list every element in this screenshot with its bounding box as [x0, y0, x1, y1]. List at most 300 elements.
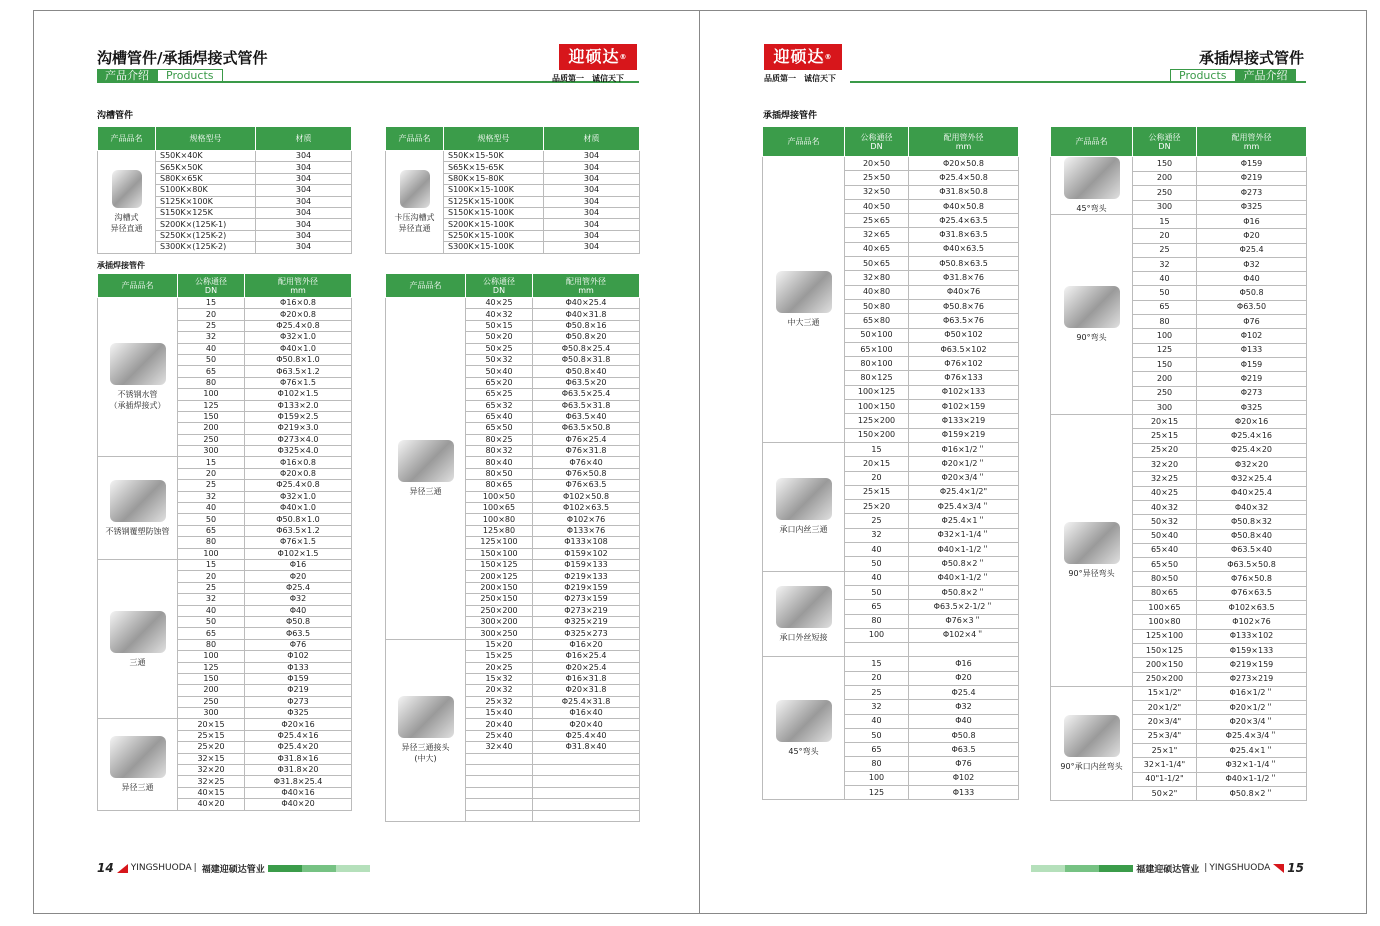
fitting-image-icon [1064, 157, 1120, 199]
fitting-image-icon [110, 343, 166, 385]
table-cell: 50×32 [1133, 515, 1197, 529]
table-cell: 25 [178, 480, 245, 491]
footer-bar [302, 865, 336, 872]
table-cell: 65×50 [1133, 558, 1197, 572]
table-cell: S300K×15-100K [444, 242, 544, 253]
column-header: 公称通径 DN [1133, 127, 1197, 157]
table-cell: 304 [256, 162, 352, 173]
table-cell: 32×20 [1133, 458, 1197, 472]
product-name: 异径三通 [121, 783, 154, 793]
table-cell: 32 [1133, 257, 1197, 271]
product-name: 异径三通接头 (中大) [401, 743, 450, 764]
table-cell: 32×15 [178, 753, 245, 764]
fitting-image-icon [776, 700, 832, 742]
table-cell: Φ16×20 [533, 639, 640, 650]
product-cell [763, 571, 845, 657]
table-cell: 50×65 [845, 257, 909, 271]
table-cell: Φ76×3＂ [909, 614, 1019, 628]
product-name: 不锈钢覆塑防蚀管 [105, 526, 170, 536]
table-cell: Φ16×40 [533, 708, 640, 719]
table-cell: Φ20 [1197, 229, 1307, 243]
table-cell: 40"1-1/2" [1133, 772, 1197, 786]
table-cell: 304 [544, 196, 640, 207]
table-cell: Φ50.8×25.4 [533, 343, 640, 354]
column-header: 材质 [544, 127, 640, 151]
table-cell: Φ325×219 [533, 616, 640, 627]
table-cell: S150K×125K [156, 207, 256, 218]
table-cell: Φ102×76 [1197, 615, 1307, 629]
table-cell: 65×32 [466, 400, 533, 411]
table-cell: 100 [845, 771, 909, 785]
table-cell: Φ63.5×40 [1197, 543, 1307, 557]
table-cell: S80K×15-80K [444, 173, 544, 184]
column-header: 产品品名 [1051, 127, 1133, 157]
table-cell: Φ63.5×50.8 [1197, 558, 1307, 572]
fitting-image-icon [1064, 286, 1120, 328]
table-cell: 20×40 [466, 719, 533, 730]
table-cell: 32 [845, 700, 909, 714]
socket-table-3 [762, 126, 1019, 800]
table-cell: 80 [178, 537, 245, 548]
table-cell: Φ40×25.4 [533, 298, 640, 309]
table-cell: 100 [1133, 329, 1197, 343]
product-cell [763, 442, 845, 571]
table-cell: 304 [544, 173, 640, 184]
table-row [386, 298, 640, 309]
table-cell: Φ20×1/2＂ [1197, 701, 1307, 715]
table-cell [466, 787, 533, 798]
table-cell: S300K×(125K-2) [156, 242, 256, 253]
table-cell: 25 [845, 514, 909, 528]
tab-intro: 产品介绍 [1236, 69, 1296, 81]
product-cell [98, 298, 178, 457]
table-cell: 50 [845, 585, 909, 599]
table-cell: Φ40×50.8 [909, 199, 1019, 213]
footer-company: 福建迎硕达管业 [201, 864, 265, 875]
table-cell: Φ63.5×20 [533, 377, 640, 388]
table-cell: 50×80 [845, 299, 909, 313]
table-cell: 20×3/4" [1133, 715, 1197, 729]
table-cell: Φ133 [1197, 343, 1307, 357]
table-cell: 65 [178, 525, 245, 536]
socket-table-4 [1050, 126, 1307, 801]
product-name: 承口外丝短接 [779, 632, 828, 642]
table-cell: Φ25.4×63.5 [909, 214, 1019, 228]
table-cell: 40 [845, 571, 909, 585]
table-cell: Φ32×1.0 [245, 332, 352, 343]
table-cell: 304 [256, 185, 352, 196]
table-cell: 40 [845, 714, 909, 728]
right-page [699, 10, 1367, 914]
table-cell: Φ76×50.8 [533, 468, 640, 479]
table-cell: 32×50 [845, 185, 909, 199]
table-cell: 40×25 [466, 298, 533, 309]
table-cell: Φ40×20 [245, 799, 352, 810]
column-header: 公称通径 DN [466, 274, 533, 298]
table-cell: Φ25.4×0.8 [245, 320, 352, 331]
table-cell: Φ76 [909, 757, 1019, 771]
table-cell: 65 [1133, 300, 1197, 314]
table-cell: 125 [178, 400, 245, 411]
footer-bar [336, 865, 370, 872]
table-cell: Φ325 [245, 708, 352, 719]
table-cell: Φ50.8×63.5 [909, 257, 1019, 271]
table-cell: Φ25.4×1/2" [909, 485, 1019, 499]
section-title-socket: 承插焊接管件 [763, 111, 818, 121]
table-cell: 304 [544, 162, 640, 173]
table-cell [466, 753, 533, 764]
footer-brand: YINGSHUODA [130, 863, 192, 873]
page-number: 15 [1287, 861, 1304, 875]
table-cell: 25×15 [1133, 429, 1197, 443]
table-cell: Φ50.8 [909, 728, 1019, 742]
table-cell: Φ25.4×31.8 [533, 696, 640, 707]
tab-products: Products [157, 69, 223, 81]
table-cell: Φ102×76 [533, 514, 640, 525]
table-cell: Φ63.5×2-1/2＂ [909, 600, 1019, 614]
table-cell: Φ25.4×0.8 [245, 480, 352, 491]
table-row [1051, 157, 1307, 172]
table-cell: Φ63.5×102 [909, 342, 1019, 356]
table-cell: 15×40 [466, 708, 533, 719]
table-cell: S150K×15-100K [444, 207, 544, 218]
table-cell: Φ76×31.8 [533, 446, 640, 457]
column-header: 产品品名 [98, 274, 178, 298]
table-cell: Φ133×76 [533, 525, 640, 536]
table-cell: 32×1-1/4" [1133, 758, 1197, 772]
table-cell: 200×150 [1133, 658, 1197, 672]
table-cell: S250K×(125K-2) [156, 230, 256, 241]
table-cell: Φ40×32 [1197, 500, 1307, 514]
table-cell: 80×40 [466, 457, 533, 468]
table-cell: Φ273×4.0 [245, 434, 352, 445]
table-cell: Φ31.8×50.8 [909, 185, 1019, 199]
product-cell [386, 298, 466, 640]
table-cell: Φ16 [909, 657, 1019, 671]
product-cell [98, 151, 156, 254]
table-cell: 32 [178, 594, 245, 605]
table-cell: Φ102×4＂ [909, 628, 1019, 642]
table-cell: 300×250 [466, 628, 533, 639]
table-cell: Φ25.4×1＂ [1197, 743, 1307, 757]
table-cell: 65×100 [845, 342, 909, 356]
socket-table-2 [385, 273, 640, 822]
table-cell: Φ219×159 [533, 582, 640, 593]
table-cell: Φ50.8×40 [1197, 529, 1307, 543]
table-cell: Φ25.4×20 [245, 742, 352, 753]
table-cell: 250×200 [466, 605, 533, 616]
table-cell: 150×125 [466, 559, 533, 570]
table-cell: Φ133×219 [909, 414, 1019, 428]
product-cell [98, 559, 178, 718]
table-cell: 65×80 [845, 314, 909, 328]
table-cell: 50×2" [1133, 786, 1197, 800]
table-cell: S125K×100K [156, 196, 256, 207]
table-cell: 25×1" [1133, 743, 1197, 757]
table-cell: 80 [845, 757, 909, 771]
table-cell: 25×32 [466, 696, 533, 707]
table-cell: 300 [1133, 400, 1197, 414]
table-cell: Φ25.4×50.8 [909, 171, 1019, 185]
tab-intro: 产品介绍 [97, 69, 157, 81]
table-cell: 80 [845, 614, 909, 628]
table-cell: 65 [845, 600, 909, 614]
table-cell: Φ20×50.8 [909, 157, 1019, 171]
table-cell: 125×100 [1133, 629, 1197, 643]
table-cell: 32 [178, 491, 245, 502]
table-cell [533, 799, 640, 810]
table-cell: 250 [178, 696, 245, 707]
product-cell [98, 457, 178, 560]
table-cell: 80 [178, 377, 245, 388]
table-cell: Φ102×1.5 [245, 389, 352, 400]
table-cell: Φ25.4 [1197, 243, 1307, 257]
table-cell [466, 776, 533, 787]
table-cell: 100 [178, 548, 245, 559]
table-cell: Φ25.4×3/4＂ [909, 500, 1019, 514]
fitting-image-icon [110, 611, 166, 653]
table-cell: Φ50.8×40 [533, 366, 640, 377]
table-cell: Φ63.5×76 [909, 314, 1019, 328]
table-cell: Φ102×63.5 [1197, 601, 1307, 615]
table-cell: Φ133 [909, 786, 1019, 800]
table-cell: 80×32 [466, 446, 533, 457]
table-cell: 40×25 [1133, 486, 1197, 500]
table-cell: Φ32 [1197, 257, 1307, 271]
table-cell: Φ50.8×32 [1197, 515, 1307, 529]
table-cell: S200K×15-100K [444, 219, 544, 230]
table-cell: Φ102 [245, 651, 352, 662]
table-cell: Φ20 [245, 571, 352, 582]
table-cell: 15×1/2" [1133, 686, 1197, 700]
footer-company: 福建迎硕达管业 [1136, 864, 1200, 875]
table-cell: Φ16×0.8 [245, 298, 352, 309]
table-cell: 15 [845, 442, 909, 456]
fitting-image-icon [776, 478, 832, 520]
table-cell: Φ219×159 [1197, 658, 1307, 672]
table-cell: Φ63.5×25.4 [533, 389, 640, 400]
footer-bar [268, 865, 302, 872]
table-row [1051, 415, 1307, 429]
table-cell: Φ76×102 [909, 357, 1019, 371]
table-cell: 250 [1133, 186, 1197, 201]
table-cell: Φ273×219 [533, 605, 640, 616]
table-cell: 304 [256, 173, 352, 184]
table-cell: Φ32×20 [1197, 458, 1307, 472]
table-cell: Φ20×16 [1197, 415, 1307, 429]
table-cell: 65×25 [466, 389, 533, 400]
table-cell: 125 [845, 786, 909, 800]
table-cell: S200K×(125K-1) [156, 219, 256, 230]
column-header: 配用管外径 mm [245, 274, 352, 298]
table-cell: 250 [1133, 386, 1197, 400]
column-header: 规格型号 [156, 127, 256, 151]
table-cell: Φ159×102 [533, 548, 640, 559]
table-cell: Φ40×1-1/2＂ [909, 571, 1019, 585]
table-cell [466, 810, 533, 821]
table-cell: Φ159×133 [533, 559, 640, 570]
table-cell: 125 [178, 662, 245, 673]
table-cell: 304 [544, 230, 640, 241]
table-cell: Φ219×133 [533, 571, 640, 582]
table-cell: 304 [256, 151, 352, 162]
table-cell: Φ102×50.8 [533, 491, 640, 502]
table-cell: Φ25.4×1＂ [909, 514, 1019, 528]
table-cell: Φ40×63.5 [909, 242, 1019, 256]
table-cell: Φ76 [245, 639, 352, 650]
table-cell: Φ32 [245, 594, 352, 605]
table-cell: 50 [845, 557, 909, 571]
column-header: 配用管外径 mm [1197, 127, 1307, 157]
table-cell: Φ63.5×31.8 [533, 400, 640, 411]
table-cell: 50×15 [466, 320, 533, 331]
table-cell: Φ25.4×3/4＂ [1197, 729, 1307, 743]
table-cell: Φ63.5 [909, 743, 1019, 757]
table-cell: Φ76×25.4 [533, 434, 640, 445]
table-cell: Φ31.8×16 [245, 753, 352, 764]
table-cell: 40×32 [466, 309, 533, 320]
table-cell: Φ50.8×20 [533, 332, 640, 343]
table-cell: Φ102×159 [909, 400, 1019, 414]
table-cell: Φ76×1.5 [245, 377, 352, 388]
table-cell: Φ133×2.0 [245, 400, 352, 411]
table-cell: Φ76×1.5 [245, 537, 352, 548]
table-cell: 20×25 [466, 662, 533, 673]
column-header: 产品品名 [98, 127, 156, 151]
table-row [1051, 215, 1307, 229]
table-cell: 150 [178, 411, 245, 422]
table-cell: S50K×40K [156, 151, 256, 162]
product-name: 三通 [129, 657, 146, 667]
table-cell: 50 [845, 728, 909, 742]
table-cell: Φ219 [1197, 372, 1307, 386]
table-cell: 80×125 [845, 371, 909, 385]
table-cell: Φ16 [1197, 215, 1307, 229]
product-name: 45°弯头 [1076, 204, 1107, 213]
table-cell: Φ273 [245, 696, 352, 707]
table-cell [533, 776, 640, 787]
table-cell: 304 [544, 151, 640, 162]
table-cell: 32 [178, 332, 245, 343]
table-cell: 25 [1133, 243, 1197, 257]
table-cell: 65×40 [1133, 543, 1197, 557]
table-cell: 40×65 [845, 242, 909, 256]
table-cell: Φ50.8×31.8 [533, 354, 640, 365]
table-cell: 20×1/2" [1133, 701, 1197, 715]
table-cell [909, 643, 1019, 657]
table-cell: Φ32×25.4 [1197, 472, 1307, 486]
table-cell: 20 [1133, 229, 1197, 243]
product-cell [98, 719, 178, 810]
table-cell: 50 [1133, 286, 1197, 300]
tab-products: Products [1170, 69, 1236, 81]
logo-text: 迎硕达 [568, 47, 620, 66]
table-cell: 15 [845, 657, 909, 671]
footer-brand: YINGSHUODA [1209, 863, 1271, 873]
table-cell: S100K×15-100K [444, 185, 544, 196]
footer-bar [1099, 865, 1133, 872]
table-cell: 100×125 [845, 385, 909, 399]
slogan: 品质第一 诚信天下 [552, 74, 624, 83]
table-cell: 15×32 [466, 673, 533, 684]
table-cell: Φ219 [245, 685, 352, 696]
table-cell: Φ25.4×40 [533, 730, 640, 741]
section-title-groove: 沟槽管件 [97, 111, 134, 121]
table-cell: 20 [845, 471, 909, 485]
table-cell: 100 [178, 651, 245, 662]
table-cell: 80×65 [1133, 586, 1197, 600]
table-cell: 304 [256, 196, 352, 207]
table-cell: Φ159 [245, 673, 352, 684]
table-cell: 32×40 [466, 742, 533, 753]
table-cell: Φ16×31.8 [533, 673, 640, 684]
table-cell: Φ31.8×20 [245, 765, 352, 776]
table-row [98, 559, 352, 570]
table-cell: Φ40×1-1/2＂ [1197, 772, 1307, 786]
page-title: 承插焊接式管件 [1198, 49, 1304, 67]
table-cell: 150 [1133, 357, 1197, 371]
table-cell: Φ31.8×63.5 [909, 228, 1019, 242]
table-cell: Φ76×133 [909, 371, 1019, 385]
table-cell: 32×20 [178, 765, 245, 776]
table-cell: 150 [1133, 157, 1197, 172]
table-cell: 80 [178, 639, 245, 650]
table-cell: Φ133×102 [1197, 629, 1307, 643]
table-cell: 300 [178, 708, 245, 719]
product-cell [386, 639, 466, 821]
table-cell: Φ25.4×20 [1197, 443, 1307, 457]
product-name: 90°异径弯头 [1068, 568, 1115, 578]
table-cell: 80×25 [466, 434, 533, 445]
column-header: 公称通径 DN [178, 274, 245, 298]
table-cell: 200 [178, 685, 245, 696]
left-page [33, 10, 700, 914]
table-cell: 304 [544, 242, 640, 253]
table-cell: 25×20 [845, 500, 909, 514]
table-cell: 300×200 [466, 616, 533, 627]
table-cell: Φ16×0.8 [245, 457, 352, 468]
table-cell: 40×32 [1133, 500, 1197, 514]
product-name: 异径三通 [409, 486, 442, 496]
table-cell: 250×150 [466, 594, 533, 605]
table-cell: 15×25 [466, 651, 533, 662]
table-cell: 25×65 [845, 214, 909, 228]
table-cell: 304 [544, 207, 640, 218]
product-cell [1051, 415, 1133, 687]
table-cell: 40×20 [178, 799, 245, 810]
table-cell: 300 [178, 446, 245, 457]
product-cell [1051, 157, 1133, 215]
table-cell: 304 [544, 185, 640, 196]
table-cell: Φ63.5×50.8 [533, 423, 640, 434]
table-cell: 40×50 [845, 199, 909, 213]
table-cell: 25 [845, 685, 909, 699]
product-cell [763, 657, 845, 800]
table-cell: Φ50.8×76 [909, 299, 1019, 313]
table-cell: 32×80 [845, 271, 909, 285]
table-cell: 125×80 [466, 525, 533, 536]
table-cell: 25×20 [1133, 443, 1197, 457]
table-cell: Φ20×40 [533, 719, 640, 730]
table-cell: 25×40 [466, 730, 533, 741]
socket-table-1 [97, 273, 352, 811]
table-cell: Φ325 [1197, 400, 1307, 414]
table-cell: 80×65 [466, 480, 533, 491]
table-cell: Φ20×0.8 [245, 468, 352, 479]
column-header: 材质 [256, 127, 352, 151]
table-cell: Φ20×3/4＂ [1197, 715, 1307, 729]
table-cell: 40×15 [178, 787, 245, 798]
